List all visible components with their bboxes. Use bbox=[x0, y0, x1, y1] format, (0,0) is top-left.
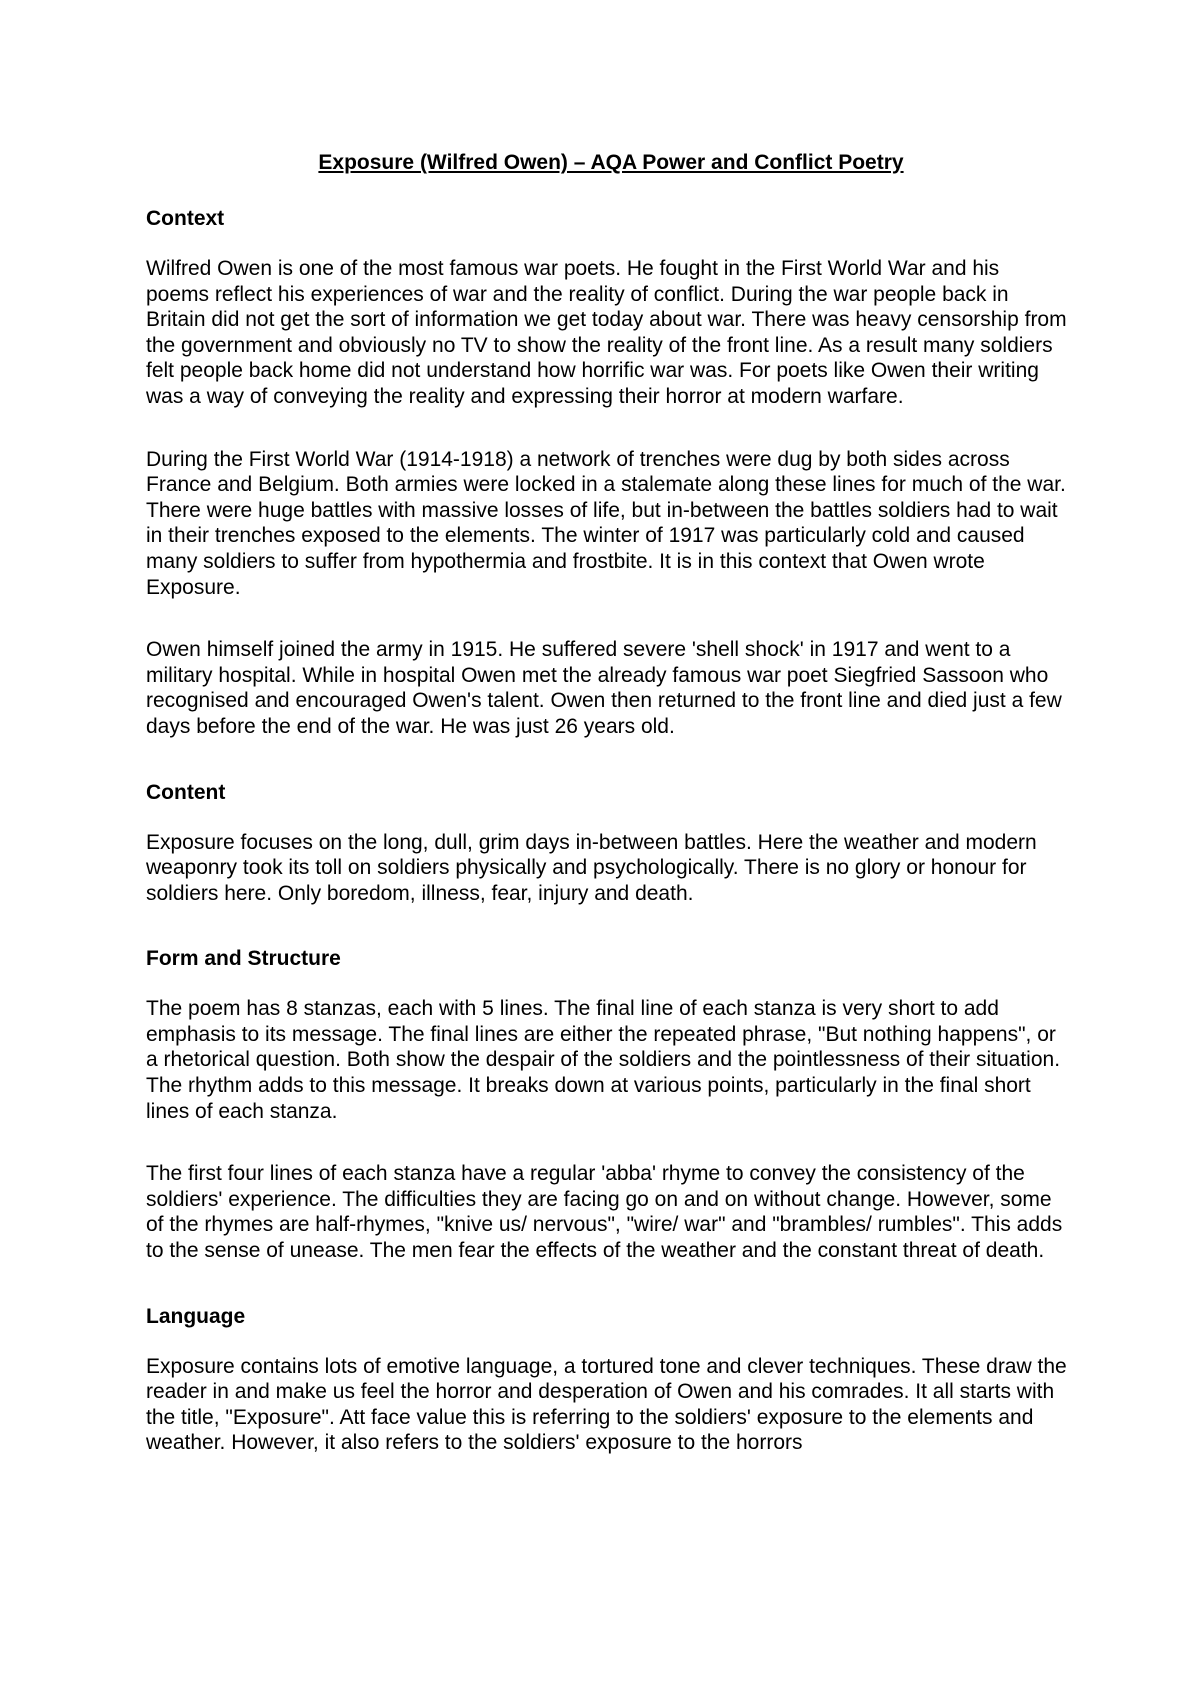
paragraph: During the First World War (1914-1918) a network of trenches were dug by both sides across France and Belgium. Both armies were locked in a stalemate along these lines for much of the war. There were huge battles with massive losses of life, but in-between the battles soldiers had to wait in their trenches exposed to the elements. The winter of 1917 was particularly cold and caused many soldiers to suffer from hypothermia and frostbite. It is in this context that Owen wrote Exposure. bbox=[146, 447, 1066, 599]
section-context bbox=[146, 206, 1068, 740]
paragraph: Exposure contains lots of emotive language, a tortured tone and clever techniques. These draw the reader in and make us feel the horror and desperation of Owen and his comrades. It all starts with the title, "Exposure". Att face value this is referring to the soldiers' exposure to the elements and weather. However, it also refers to the soldiers' exposure to the horrors bbox=[146, 1354, 1067, 1455]
section-language bbox=[146, 1304, 1068, 1456]
section-content bbox=[146, 780, 1068, 907]
paragraph: The first four lines of each stanza have a regular 'abba' rhyme to convey the consistency of the soldiers' experience. The difficulties they are facing go on and on without change. However, some of the rhymes are half-rhymes, "knive us/ nervous", "wire/ war" and "brambles/ rumbles". This adds to the sense of unease. The men fear the effects of the weather and the constant threat of death. bbox=[146, 1162, 1063, 1263]
document-page bbox=[146, 150, 1068, 1493]
section-heading: Content bbox=[146, 780, 226, 804]
paragraph: Exposure focuses on the long, dull, grim days in-between battles. Here the weather and modern weaponry took its toll on soldiers physically and psychologically. There is no glory or honour for soldiers here. Only boredom, illness, fear, injury and death. bbox=[146, 830, 1037, 905]
section-heading: Language bbox=[146, 1304, 246, 1328]
paragraph: The poem has 8 stanzas, each with 5 lines. The final line of each stanza is very short to add emphasis to its message. The final lines are either the repeated phrase, "But nothing happens", or a rhetorical question. Both show the despair of the soldiers and the pointlessness of their situation. The rhythm adds to this message. It breaks down at various points, particularly in the final short lines of each stanza. bbox=[146, 997, 1061, 1123]
section-form-and-structure bbox=[146, 946, 1068, 1263]
paragraph: Owen himself joined the army in 1915. He suffered severe 'shell shock' in 1917 and went to a military hospital. While in hospital Owen met the already famous war poet Siegfried Sassoon who recognised and encouraged Owen's talent. Owen then returned to the front line and died just a few days before the end of the war. He was just 26 years old. bbox=[146, 638, 1062, 738]
section-heading: Context bbox=[146, 207, 225, 230]
document-title: Exposure (Wilfred Owen) – AQA Power and Conflict Poetry bbox=[318, 151, 904, 174]
section-heading: Form and Structure bbox=[146, 947, 341, 971]
paragraph: Wilfred Owen is one of the most famous war poets. He fought in the First World War and his poems reflect his experiences of war and the reality of conflict. During the war people back in Britain did not get the sort of information we get today about war. There was heavy censorship from the government and obviously no TV to show the reality of the front line. As a result many soldiers felt people back home did not understand how horrific war was. For poets like Owen their writing was a way of conveying the reality and expressing their horror at modern warfare. bbox=[146, 257, 1067, 408]
